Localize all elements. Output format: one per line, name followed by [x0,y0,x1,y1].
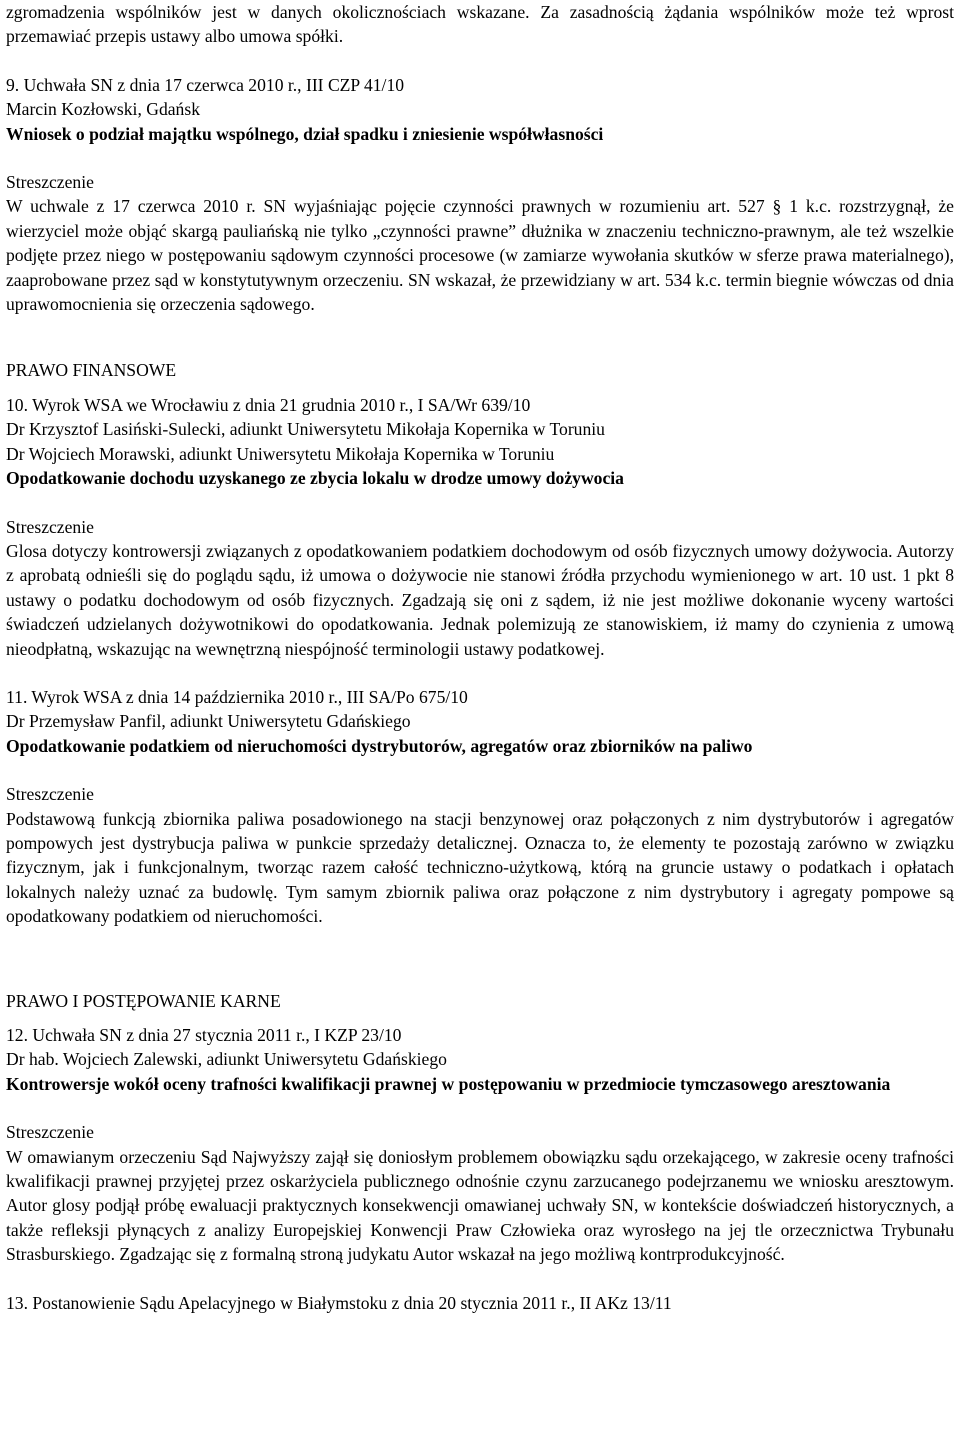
summary-text: Glosa dotyczy kontrowersji związanych z opodatkowaniem podatkiem dochodowym od osób fizycznych umowy dożywocia. Autorzy z aprobatą odnieśli się do poglądu sądu, iż umowa o dożywocie nie stanowi źródła przychodu wymienionego w art. 10 ust. 1 pkt 8 ustawy o podatku dochodowym od osób fizycznych. Zgadzają się oni z sądem, iż nie jest możliwe dokonanie wyceny wartości świadczeń udzielanych dożywotnikowi do opodatkowania. Jednak polemizują ze stanowiskiem, iż mamy do czynienia z umową nieodpłatną, wskazując na wewnętrzną niespójność terminologii ustawy podatkowej. [6,540,954,659]
author-line: Marcin Kozłowski, Gdańsk [6,99,200,120]
author-line: Dr hab. Wojciech Zalewski, adiunkt Uniwersytetu Gdańskiego [6,1049,447,1070]
gloss-title: Wniosek o podział majątku wspólnego, dział spadku i zniesienie współwłasności [6,123,604,144]
summary-label: Streszczenie [6,784,94,805]
summary-label: Streszczenie [6,172,94,193]
author-line: Dr Krzysztof Lasiński-Sulecki, adiunkt Uniwersytetu Mikołaja Kopernika w Toruniu [6,419,605,440]
summary-text: W omawianym orzeczeniu Sąd Najwyższy zajął się doniosłym problemem obowiązku sądu orzekającego, w zakresie oceny trafności kwalifikacji prawnej przyjętej przez oskarżyciela publicznego odnośnie czynu zarzucanego podejrzanemu we wniosku aresztowym. Autor glosy podjął próbę ewaluacji praktycznych konsekwencji omawianej uchwały SN, w kontekście doświadczeń historycznych, a także refleksji płynących z analizy Europejskiej Konwencji Praw Człowieka oraz wyrosłego na jej tle orzecznictwa Trybunału Strasburskiego. Zgadzając się z formalną stroną judykatu Autor wskazał na jego możliwą kontrprodukcyjność. [6,1146,954,1265]
gloss-title: Opodatkowanie dochodu uzyskanego ze zbycia lokalu w drodze umowy dożywocia [6,468,624,489]
summary-text: Podstawową funkcją zbiornika paliwa posadowionego na stacji benzynowej oraz połączonych z nim dystrybutorów i agregatów pompowych jest dystrybucja paliwa w punkcie sprzedaży detalicznej. Oznacza to, że elementy te pozostają zarówno w związku fizycznym, jak i funkcjonalnym, tworząc razem całość techniczno-użytkową, którą na gruncie ustawy o podatkach i opłatach lokalnych należy uznać za budowlę. Tym samym zbiornik paliwa oraz połączone z nim dystrybutory i agregaty pompowe są opodatkowany podatkiem od nieruchomości. [6,808,954,927]
section-heading: PRAWO FINANSOWE [6,360,177,381]
ruling-reference: 9. Uchwała SN z dnia 17 czerwca 2010 r., III CZP 41/10 [6,74,405,95]
entry-12 [6,1023,954,1267]
author-line: Dr Przemysław Panfil, adiunkt Uniwersytetu Gdańskiego [6,711,411,732]
summary-label: Streszczenie [6,1122,94,1143]
entry-11 [6,685,954,929]
gloss-title: Opodatkowanie podatkiem od nieruchomości dystrybutorów, agregatów oraz zbiorników na paliwo [6,735,753,756]
summary-text: W uchwale z 17 czerwca 2010 r. SN wyjaśniając pojęcie czynności prawnych w rozumieniu art. 527 § 1 k.c. rozstrzygnął, że wierzyciel może objąć skargą pauliańską nie tylko „czynności prawne” dłużnika w znaczeniu techniczno-prawnym, ale też wszelkie podjęte przez niego w postępowaniu sądowym czynności procesowe (w zamiarze wywołania skutków w sferze prawa materialnego), zaaprobowane przez sąd w konstytutywnym orzeczeniu. SN wskazał, że przewidziany w art. 534 k.c. termin biegnie wówczas od dnia uprawomocnienia się orzeczenia sądowego. [6,196,954,315]
entry-13 [6,1291,954,1315]
document-page [6,0,954,1315]
ruling-reference: 10. Wyrok WSA we Wrocławiu z dnia 21 grudnia 2010 r., I SA/Wr 639/10 [6,394,531,415]
ruling-reference: 11. Wyrok WSA z dnia 14 października 2010 r., III SA/Po 675/10 [6,686,468,707]
summary-label: Streszczenie [6,516,94,537]
section-heading: PRAWO I POSTĘPOWANIE KARNE [6,990,281,1011]
intro-paragraph: zgromadzenia wspólników jest w danych okolicznościach wskazane. Za zasadnością żądania wspólników może też wprost przemawiać przepis ustawy albo umowa spółki. [6,2,954,47]
ruling-reference: 12. Uchwała SN z dnia 27 stycznia 2011 r., I KZP 23/10 [6,1025,402,1045]
entry-10 [6,393,954,661]
ruling-reference: 13. Postanowienie Sądu Apelacyjnego w Białymstoku z dnia 20 stycznia 2011 r., II AKz 13/11 [6,1292,672,1313]
author-line: Dr Wojciech Morawski, adiunkt Uniwersytetu Mikołaja Kopernika w Toruniu [6,443,555,464]
entry-9 [6,73,954,317]
gloss-title: Kontrowersje wokół oceny trafności kwalifikacji prawnej w postępowaniu w przedmiocie tymczasowego aresztowania [6,1073,891,1094]
